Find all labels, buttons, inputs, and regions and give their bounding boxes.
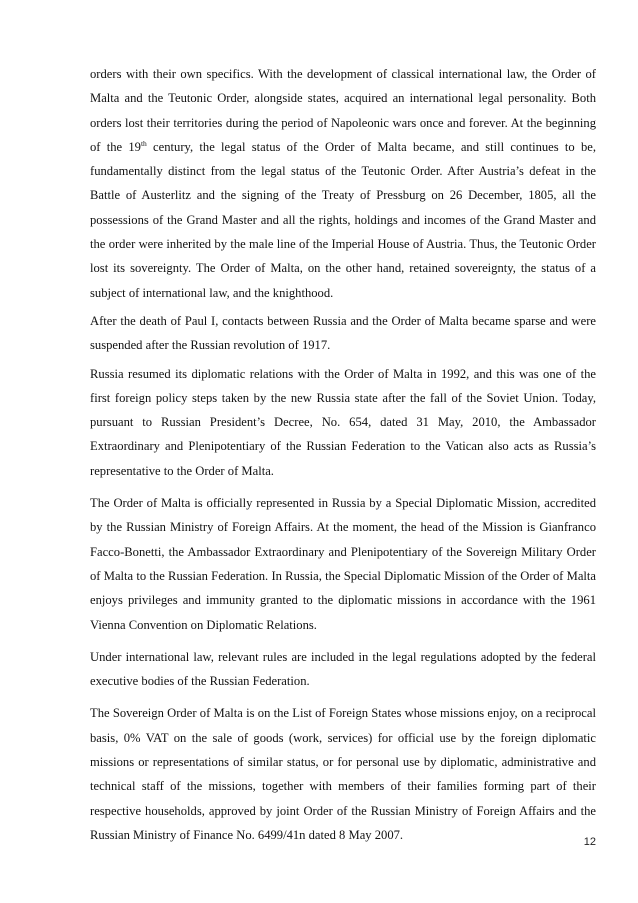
paragraph-text: century, the legal status of the Order of Malta became, and still continues to be, fundamentally distinct from the legal status of the Teutonic Order. After Austria’s defeat in the Battle of Austerlitz and the signing of the Treaty of Pressburg on 26 December, 1805, all the possessions of the Grand Master and all the rights, holdings and incomes of the Grand Master and the order were inherited by the male line of the Imperial House of Austria. Thus, the Teutonic Order lost its sovereignty. The Order of Malta, on the other hand, retained sovereignty, the status of a subject of international law, and the knighthood. (90, 139, 596, 300)
paragraph-paul-i: After the death of Paul I, contacts between Russia and the Order of Malta became sparse and were suspended after the Russian revolution of 1917. (90, 313, 596, 353)
paragraph-relations-resumed: Russia resumed its diplomatic relations with the Order of Malta in 1992, and this was one of the first foreign policy steps taken by the new Russia state after the fall of the Soviet Union. Today, pursuant to Russian President’s Decree, No. 654, dated 31 May, 2010, the Ambassador Extraordinary and Plenipotentiary of the Russian Federation to the Vatican also acts as Russia’s representative to the Order of Malta. (90, 366, 596, 478)
paragraph-order-history (90, 62, 596, 305)
paragraph-text: orders with their own specifics. With the development of classical international law, the Order of Malta and the Teutonic Order, alongside states, acquired an international legal personality. Both orders lost their territories during the period of Napoleonic wars once and forever. At the beginning of the 19 (90, 67, 596, 154)
superscript-ordinal: th (140, 138, 147, 148)
paragraph-vat: The Sovereign Order of Malta is on the List of Foreign States whose missions enjoy, on a reciprocal basis, 0% VAT on the sale of goods (work, services) for official use by the foreign diplomatic missions or representations of similar status, or for personal use by diplomatic, administrative and technical staff of the missions, together with members of their families forming part of their respective households, approved by joint Order of the Russian Ministry of Foreign Affairs and the Russian Ministry of Finance No. 6499/41n dated 8 May 2007. (90, 706, 596, 842)
page-number: 12 (583, 836, 596, 848)
paragraph-international-law: Under international law, relevant rules are included in the legal regulations adopted by the federal executive bodies of the Russian Federation. (90, 649, 596, 689)
body-text (90, 62, 596, 851)
paragraph-diplomatic-mission: The Order of Malta is officially represented in Russia by a Special Diplomatic Mission, accredited by the Russian Ministry of Foreign Affairs. At the moment, the head of the Mission is Gianfranco Facco-Bonetti, the Ambassador Extraordinary and Plenipotentiary of the Sovereign Military Order of Malta to the Russian Federation. In Russia, the Special Diplomatic Mission of the Order of Malta enjoys privileges and immunity granted to the diplomatic missions in accordance with the 1961 Vienna Convention on Diplomatic Relations. (90, 496, 596, 632)
